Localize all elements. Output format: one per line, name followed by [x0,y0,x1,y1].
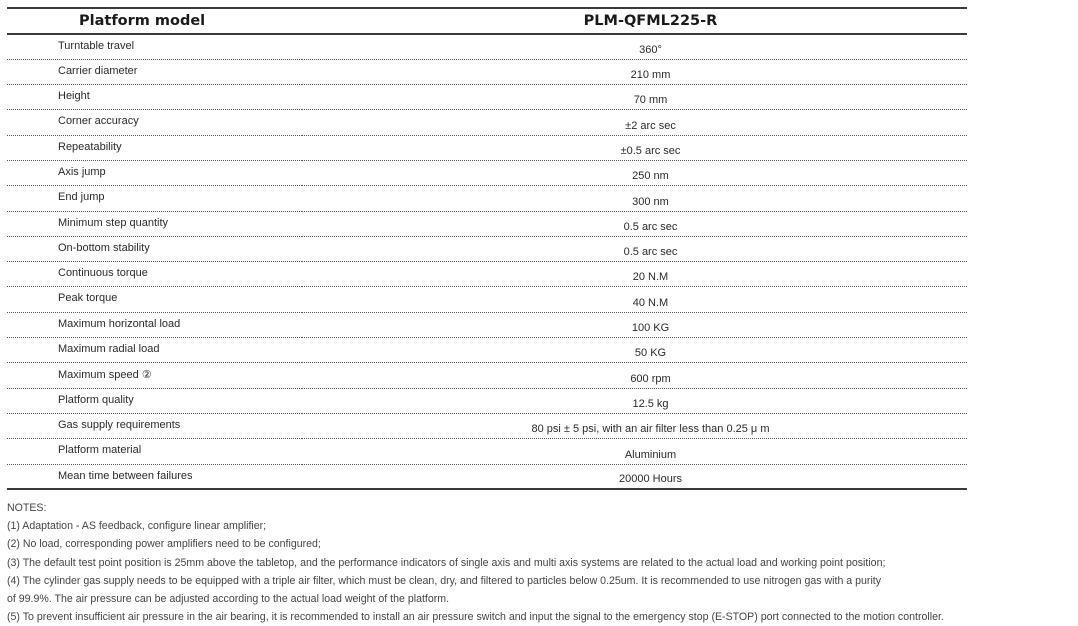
spec-row [7,186,967,211]
spec-parameter: Peak torque [7,287,302,312]
header-label: Platform model [7,8,302,34]
spec-row [7,262,967,287]
spec-parameter: Carrier diameter [7,59,302,84]
spec-parameter: Continuous torque [7,262,302,287]
spec-parameter: Maximum speed ② [7,363,302,388]
spec-row [7,388,967,413]
spec-value: 210 mm [302,59,967,84]
spec-value: ±0.5 arc sec [302,135,967,160]
spec-row [7,160,967,185]
spec-row [7,85,967,110]
spec-value: 600 rpm [302,363,967,388]
spec-value: 80 psi ± 5 psi, with an air filter less than 0.25 μ m [302,413,967,438]
spec-parameter: Mean time between failures [7,464,302,489]
spec-value: 20 N.M [302,262,967,287]
spec-value: 50 KG [302,338,967,363]
spec-row [7,338,967,363]
spec-row [7,135,967,160]
spec-parameter: Platform material [7,439,302,464]
spec-value: 360° [302,34,967,59]
spec-row [7,211,967,236]
spec-parameter: Minimum step quantity [7,211,302,236]
spec-row [7,110,967,135]
spec-value: 100 KG [302,312,967,337]
spec-value: 12.5 kg [302,388,967,413]
spec-row [7,236,967,261]
note-line: (2) No load, corresponding power amplifiers need to be configured; [7,538,321,551]
spec-parameter: Repeatability [7,135,302,160]
spec-parameter: End jump [7,186,302,211]
spec-parameter: Turntable travel [7,34,302,59]
spec-row [7,287,967,312]
spec-parameter: Maximum radial load [7,338,302,363]
spec-parameter: Axis jump [7,160,302,185]
note-line: (1) Adaptation - AS feedback, configure linear amplifier; [7,520,267,533]
spec-parameter: Maximum horizontal load [7,312,302,337]
spec-value: 40 N.M [302,287,967,312]
note-line: (5) To prevent insufficient air pressure in the air bearing, it is recommended to install an air pressure switch and input the signal to the emergency stop (E-STOP) port connected to the motion controller. [7,611,944,624]
notes-section [7,499,1077,626]
spec-row [7,464,967,489]
spec-table-header [7,8,967,34]
spec-row [7,34,967,59]
spec-parameter: Gas supply requirements [7,413,302,438]
header-model: PLM-QFML225-R [302,8,967,34]
header-row [7,8,967,34]
spec-row [7,312,967,337]
spec-table [7,7,967,490]
spec-parameter: On-bottom stability [7,236,302,261]
spec-value: 250 nm [302,160,967,185]
spec-value: 20000 Hours [302,464,967,489]
spec-row [7,413,967,438]
spec-value: 70 mm [302,85,967,110]
spec-value: 0.5 arc sec [302,211,967,236]
spec-value: Aluminium [302,439,967,464]
note-line: (4) The cylinder gas supply needs to be equipped with a triple air filter, which must be clean, dry, and filtered to particles below 0.25um. It is recommended to use nitrogen gas with a purity [7,574,882,587]
spec-parameter: Corner accuracy [7,110,302,135]
spec-table-body [7,34,967,489]
notes-title: NOTES: [7,502,47,514]
spec-row [7,59,967,84]
spec-row [7,363,967,388]
spec-row [7,439,967,464]
spec-value: 300 nm [302,186,967,211]
note-line: (3) The default test point position is 25mm above the tabletop, and the performance indicators of single axis and multi axis systems are related to the actual load and working point position; [7,556,886,569]
spec-value: 0.5 arc sec [302,236,967,261]
spec-parameter: Platform quality [7,388,302,413]
notes-list [7,517,1077,626]
spec-parameter: Height [7,85,302,110]
spec-value: ±2 arc sec [302,110,967,135]
note-line: of 99.9%. The air pressure can be adjusted according to the actual load weight of the platform. [7,592,450,605]
